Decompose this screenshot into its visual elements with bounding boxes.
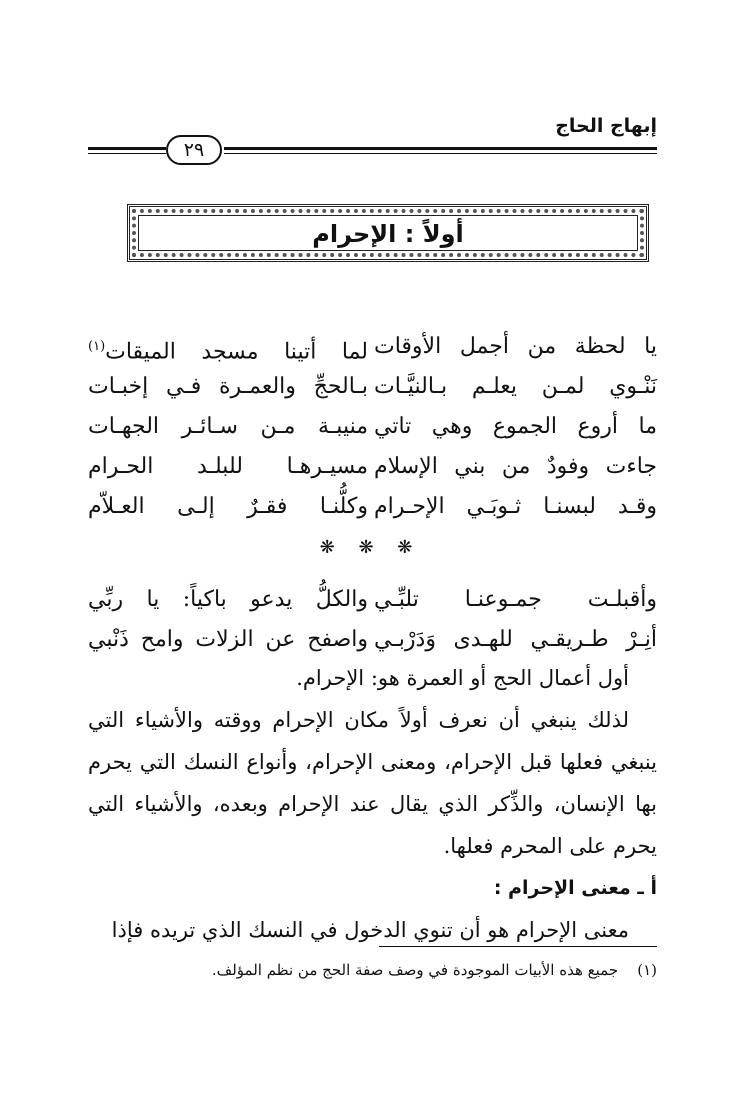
verse <box>88 447 657 487</box>
verse <box>88 327 657 367</box>
footnote-number: (١) <box>637 961 657 979</box>
footnote-marker[interactable]: (١) <box>88 339 106 354</box>
header-rule-left-thin <box>88 153 166 154</box>
verse <box>88 487 657 527</box>
verse-first-hemistich: أنِـرْ طـريقـي للهـدى وَدَرْبـي <box>374 627 657 652</box>
verse <box>88 367 657 407</box>
verse-second-hemistich: مسيـرهـا للبلـد الحـرام <box>88 454 368 479</box>
verse-text: لما أتينا مسجد الميقات <box>105 339 368 365</box>
verse-first-hemistich: وقـد لبسنـا ثـوبَـي الإحـرام <box>374 494 657 519</box>
verse-first-hemistich: وأقبلـت جمـوعنـا تلبِّـي <box>374 587 657 612</box>
body-text <box>88 657 657 951</box>
header-rule-left <box>88 147 166 150</box>
section-title: أولاً : الإحرام <box>138 215 638 251</box>
footnote-separator <box>379 946 657 947</box>
verse-second-hemistich: وكلُّنـا فقـرٌ إلـى العـلاّم <box>88 494 368 519</box>
verse <box>88 580 657 620</box>
header-rule-thin <box>224 153 657 154</box>
poem-block-2 <box>88 580 657 660</box>
page-number: ٢٩ <box>166 135 222 165</box>
verse-second-hemistich: والكلُّ يدعو باكياً: يا ربِّي <box>88 587 368 612</box>
verse-second-hemistich: منيبـة مـن سـائـر الجهـات <box>88 414 368 439</box>
verse-second-hemistich: بـالحجِّ والعمـرة فـي إخبـات <box>88 374 368 399</box>
footnote <box>88 957 657 983</box>
verse-first-hemistich: ما أروع الجموع وهي تاتي <box>374 414 657 439</box>
running-header-title: إبهاج الحاج <box>555 115 657 137</box>
paragraph: معنى الإحرام هو أن تنوي الدخول في النسك الذي تريده فإذا <box>111 918 629 942</box>
verse-first-hemistich: جاءت وفودٌ من بني الإسلام <box>374 454 657 479</box>
paragraph: أول أعمال الحج أو العمرة هو: الإحرام. <box>296 666 629 690</box>
poem-block-1 <box>88 327 657 527</box>
verse-first-hemistich: نَنْـوي لمـن يعلـم بـالنيَّـات <box>374 374 657 399</box>
verse-first-hemistich: يا لحظة من أجمل الأوقات <box>374 334 657 359</box>
section-title-frame <box>127 204 649 262</box>
verse-separator: ❋ ❋ ❋ <box>319 537 413 558</box>
verse <box>88 620 657 660</box>
verse-second-hemistich <box>88 327 368 372</box>
header-rule <box>224 147 657 150</box>
verse <box>88 407 657 447</box>
footnote-text: جميع هذه الأبيات الموجودة في وصف صفة الحج من نظم المؤلف. <box>211 961 619 979</box>
verse-second-hemistich: واصفح عن الزلات وامح ذَنْبي <box>88 627 368 652</box>
paragraph: لذلك ينبغي أن نعرف أولاً مكان الإحرام ووقته والأشياء التي ينبغي فعلها قبل الإحرام، ومعنى الإحرام، وأنواع النسك التي يحرم بها الإنسان، والذِّكر الذي يقال عند الإحرام وبعده، والأشياء التي يحرم على المحرم فعلها. <box>88 708 657 858</box>
subheading: أ ـ معنى الإحرام : <box>493 877 657 899</box>
